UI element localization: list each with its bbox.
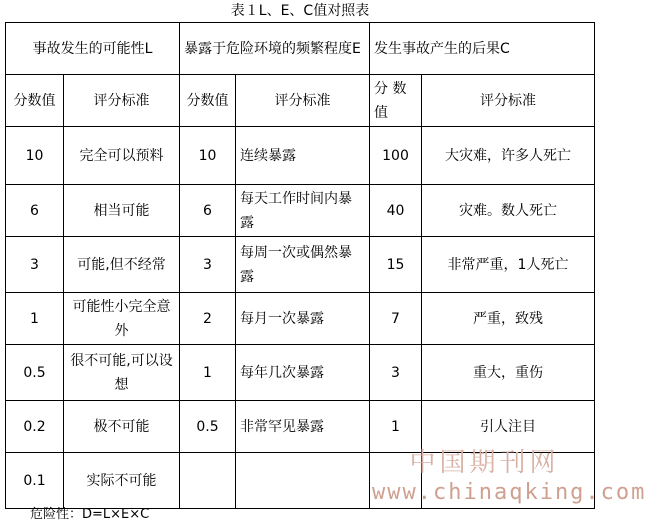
l-score-cell: 6 (6, 185, 64, 237)
c-criteria-cell: 严重，致残 (422, 293, 595, 345)
c-criteria-cell: 重大，重伤 (422, 345, 595, 401)
subheader-e-criteria: 评分标准 (236, 75, 370, 127)
c-score-cell: 1 (370, 401, 422, 453)
e-criteria-cell: 连续暴露 (236, 127, 370, 185)
subheader-c-score: 分 数值 (370, 75, 422, 127)
watermark-cn: 中国期刊网 (409, 448, 560, 478)
lec-table (5, 22, 646, 509)
c-score-cell (370, 453, 422, 509)
e-criteria-cell: 每月一次暴露 (236, 293, 370, 345)
l-score-cell: 0.5 (6, 345, 64, 401)
e-criteria-cell (236, 453, 370, 509)
e-criteria-cell: 非常罕见暴露 (236, 401, 370, 453)
e-criteria-cell: 每周一次或偶然暴露 (236, 237, 370, 293)
l-criteria-cell: 极不可能 (64, 401, 180, 453)
l-score-cell: 1 (6, 293, 64, 345)
watermark-url: www.chinaqking.com (372, 480, 646, 505)
l-score-cell: 10 (6, 127, 64, 185)
subheader-e-score: 分数值 (180, 75, 236, 127)
c-score-cell: 100 (370, 127, 422, 185)
header-l: 事故发生的可能性L (6, 23, 180, 75)
e-score-cell: 3 (180, 237, 236, 293)
l-score-cell: 0.1 (6, 453, 64, 509)
subheader-row (6, 75, 595, 127)
table-row (6, 185, 595, 237)
table-row (6, 127, 595, 185)
l-score-cell: 3 (6, 237, 64, 293)
e-score-cell: 1 (180, 345, 236, 401)
table-row (6, 237, 595, 293)
l-criteria-cell: 完全可以预料 (64, 127, 180, 185)
e-score-cell: 6 (180, 185, 236, 237)
header-c: 发生事故产生的后果C (370, 23, 595, 75)
c-criteria-cell: 引人注目 (422, 401, 595, 453)
c-criteria-cell: 非常严重，1人死亡 (422, 237, 595, 293)
c-criteria-cell: 大灾难，许多人死亡 (422, 127, 595, 185)
subheader-c-criteria: 评分标准 (422, 75, 595, 127)
subheader-l-score: 分数值 (6, 75, 64, 127)
e-score-cell: 10 (180, 127, 236, 185)
table-row (6, 401, 595, 453)
c-criteria-cell (422, 453, 595, 509)
c-score-cell: 40 (370, 185, 422, 237)
e-score-cell: 2 (180, 293, 236, 345)
formula-footer: 危险性：D=L×E×C (30, 507, 150, 522)
table-row (6, 345, 595, 401)
c-score-cell: 3 (370, 345, 422, 401)
header-row (6, 23, 595, 75)
l-criteria-cell: 实际不可能 (64, 453, 180, 509)
e-criteria-cell: 每天工作时间内暴露 (236, 185, 370, 237)
table-caption: 表１L、E、C值对照表 (230, 3, 370, 19)
subheader-l-criteria: 评分标准 (64, 75, 180, 127)
e-score-cell: 0.5 (180, 401, 236, 453)
c-score-cell: 15 (370, 237, 422, 293)
header-e: 暴露于危险环境的频繁程度E (180, 23, 370, 75)
l-criteria-cell: 可能,但不经常 (64, 237, 180, 293)
table-row (6, 293, 595, 345)
l-criteria-cell: 相当可能 (64, 185, 180, 237)
table-row (6, 453, 595, 509)
l-score-cell: 0.2 (6, 401, 64, 453)
c-criteria-cell: 灾难。数人死亡 (422, 185, 595, 237)
c-score-cell: 7 (370, 293, 422, 345)
l-criteria-cell: 很不可能,可以设想 (64, 345, 180, 401)
l-criteria-cell: 可能性小完全意外 (64, 293, 180, 345)
e-score-cell (180, 453, 236, 509)
e-criteria-cell: 每年几次暴露 (236, 345, 370, 401)
